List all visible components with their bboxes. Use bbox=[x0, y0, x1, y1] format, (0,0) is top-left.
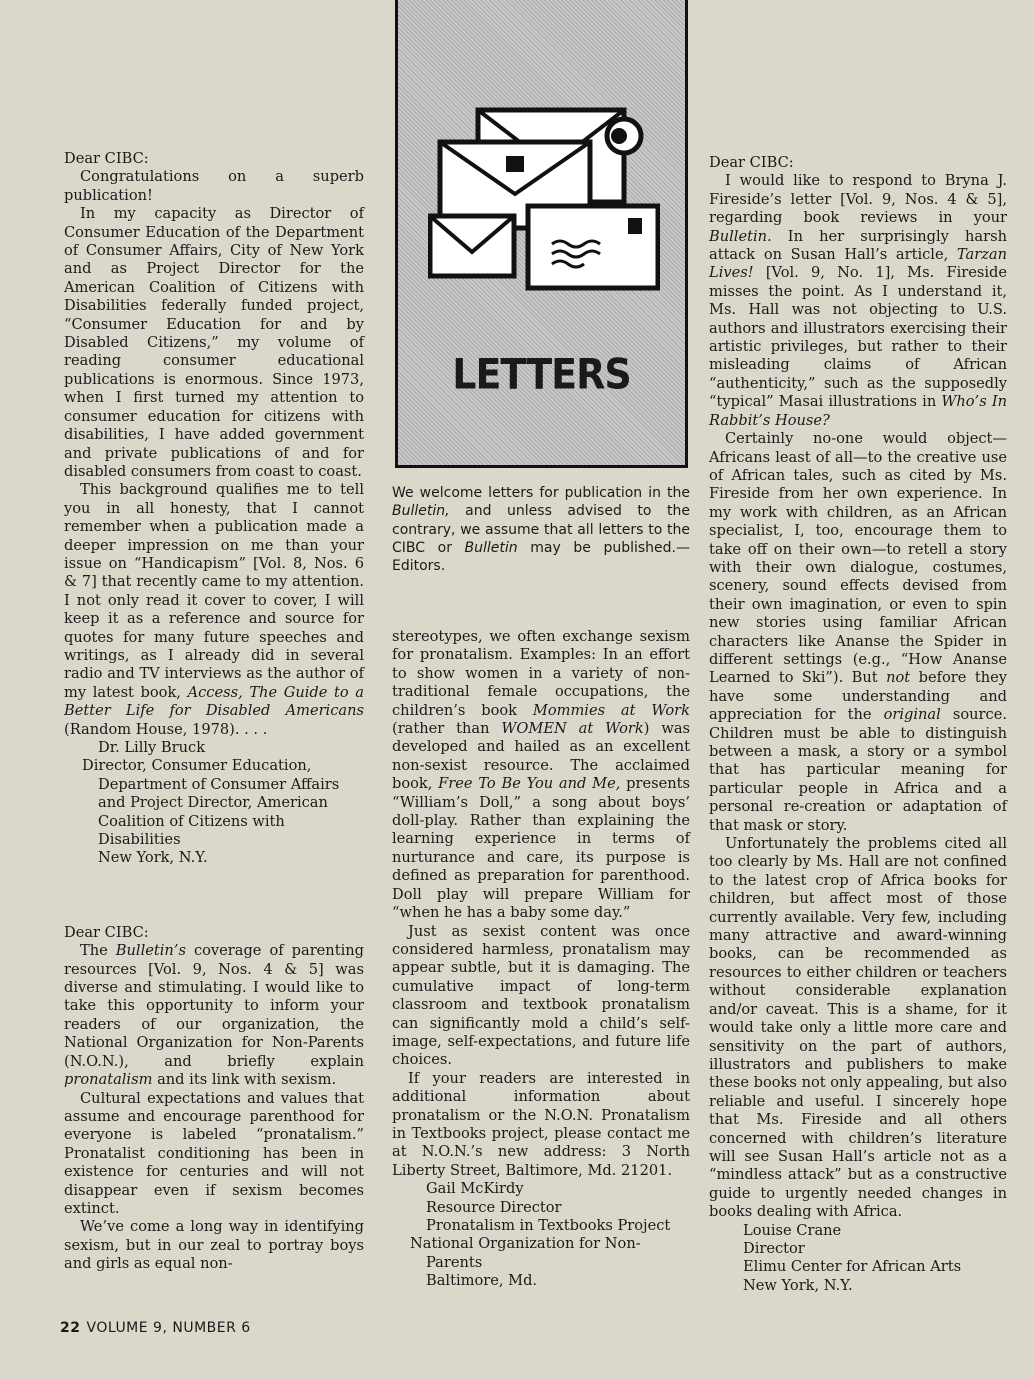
letter2-signature-place: Baltimore, Md. bbox=[426, 1272, 538, 1290]
letter3-signature-place: New York, N.Y. bbox=[743, 1276, 853, 1294]
page-footer bbox=[60, 1320, 251, 1336]
envelopes-icon bbox=[428, 96, 660, 296]
letter3-signature-title: Director bbox=[743, 1239, 805, 1257]
letters-banner bbox=[395, 0, 688, 468]
letter3-p1-book: Who’s In Rabbit’s House? bbox=[709, 393, 1007, 429]
letter2-p1-a: The bbox=[80, 942, 116, 960]
letter1-salutation: Dear CIBC: bbox=[64, 150, 149, 167]
letter2-p3-cont-a: stereotypes, we often exchange sexism for pronatalism. Examples: In an effort to show women in a variety of non-traditional female occupations, the children’s book bbox=[392, 628, 690, 719]
letter2-book-free: Free To Be You and Me, bbox=[438, 775, 621, 793]
editors-note bbox=[392, 484, 690, 575]
letter2-signature-name: Gail McKirdy bbox=[426, 1180, 524, 1198]
letter1-paragraph-3-text: This background qualifies me to tell you in all honesty, that I cannot remember when a publication made a deeper impression on me than your issue on “Handicapism” [Vol. 8, Nos. 6 & 7] that recently came to my attention. I not only read it cover to cover, I will keep it as a reference and source for quotes for many future speeches and writings, as I already did in several radio and TV interviews as the author of my latest book, bbox=[64, 481, 364, 701]
letter2-signature-org: National Organization for Non-Parents bbox=[410, 1235, 641, 1271]
letter2-signature-title: Resource Director bbox=[426, 1198, 562, 1216]
letter3-p1-bulletin: Bulletin. bbox=[709, 227, 772, 245]
letter1-paragraph-3 bbox=[64, 481, 364, 739]
issue-label: VOLUME 9, NUMBER 6 bbox=[86, 1320, 251, 1336]
letter1-paragraph-1: Congratulations on a superb publication! bbox=[64, 168, 364, 204]
letter3-paragraph-1 bbox=[709, 172, 1007, 430]
banner-title: LETTERS bbox=[452, 349, 631, 399]
letter2-paragraph-3-continued bbox=[392, 628, 690, 923]
letter3-paragraph-2 bbox=[709, 430, 1007, 835]
letter2-p1-pronatalism: pronatalism bbox=[64, 1071, 153, 1089]
letter3-p2-a: Certainly no-one would object—Africans least of all—to the creative use of African tales, such as cited by Ms. Fireside from her own experience. In my work with children, as an African specialist, I, too, encourage them to take off on their own—to retell a story with their own dialogue, costumes, scenery, sound effects devised from their own imagination, or even to spin new stories using familiar African characters like Ananse the Spider in different settings (e.g., “How Ananse Learned to Ski”). But bbox=[709, 430, 1007, 687]
letter3-p1-c: [Vol. 9, No. 1], Ms. Fireside misses the point. As I understand it, Ms. Hall was not objecting to U.S. authors and illustrators exercising their artistic privileges, but rather to their misleading claims of African “authenticity,” such as the supposedly “typical” Masai illustrations in bbox=[709, 264, 1007, 411]
letter3-p2-original: original bbox=[883, 706, 941, 724]
letter3-p2-c: source. Children must be able to distinguish between a mask, a story or a symbol that has particular meaning for particular people in Africa and a personal re-creation or adaptation of that mask or story. bbox=[709, 706, 1007, 834]
middle-column bbox=[392, 628, 690, 1291]
letter2-salutation: Dear CIBC: bbox=[64, 923, 149, 941]
letter2-book-women: WOMEN at Work bbox=[501, 720, 644, 738]
letter3-signature-org: Elimu Center for African Arts bbox=[743, 1258, 962, 1276]
letter2-paragraph-3: We’ve come a long way in identifying sexism, but in our zeal to portray boys and girls as equal non- bbox=[64, 1218, 364, 1273]
letter2-p1-bulletin: Bulletin’s bbox=[115, 942, 186, 960]
letter2-p3-cont-b: (rather than bbox=[392, 720, 502, 738]
letter3-p2-not: not bbox=[886, 669, 911, 687]
editors-note-text-1: We welcome letters for publication in the bbox=[392, 485, 690, 501]
letter1-signature-title: Director, Consumer Education, Department of Consumer Affairs and Project Director, American Coalition of Citizens with Disabilities bbox=[82, 757, 340, 849]
editors-note-bulletin-1: Bulletin, bbox=[392, 503, 450, 520]
letter3-p1-tarzan: Tarzan Lives! bbox=[709, 246, 1007, 282]
letter1-paragraph-2: In my capacity as Director of Consumer Education of the Department of Consumer Affairs, City of New York and as Project Director for the American Coalition of Citizens with Disabilities federally funded project, “Consumer Education for and by Disabled Citizens,” my volume of reading consumer educational publications is enormous. Since 1973, when I first turned my attention to consumer education for citizens with disabilities, I have added government and private publications of and for disabled consumers from coast to coast. bbox=[64, 205, 364, 480]
letter2-p1-b: coverage of parenting resources [Vol. 9, Nos. 4 & 5] was diverse and stimulating. I would like to take this opportunity to inform your readers of our organization, the National Organization for Non-Parents (N.O.N.), and briefly explain bbox=[64, 942, 364, 1070]
letter2-p1-c: and its link with sexism. bbox=[152, 1071, 337, 1089]
letter2-p3-cont-c: ) was developed and hailed as an excellent non-sexist resource. The acclaimed book, bbox=[392, 720, 691, 793]
page-number: 22 bbox=[60, 1320, 81, 1336]
letter2-book-mommies: Mommies at Work bbox=[532, 701, 690, 719]
left-column bbox=[64, 150, 364, 1274]
letter3-signature-name: Louise Crane bbox=[743, 1221, 842, 1239]
letter2-paragraph-5: If your readers are interested in additional information about pronatalism or the N.O.N. Pronatalism in Textbooks project, please contact me at N.O.N.’s new address: 3 North Liberty Street, Baltimore, Md. 21201. bbox=[392, 1069, 690, 1179]
letter3-salutation: Dear CIBC: bbox=[709, 154, 794, 171]
letter1-signature-name: Dr. Lilly Bruck bbox=[98, 739, 206, 756]
editors-note-text-2: and unless advised to the contrary, we assume that all letters to the CIBC or bbox=[392, 503, 690, 556]
letter1-paragraph-3-end: (Random House, 1978). . . . bbox=[64, 720, 268, 738]
editors-note-text-3: may be published.—Editors. bbox=[392, 539, 690, 575]
letter1-book-title: Access, The Guide to a Better Life for Disabled Americans bbox=[64, 683, 364, 720]
letter1-signature-place: New York, N.Y. bbox=[98, 849, 208, 867]
right-column bbox=[709, 154, 1007, 1295]
editors-note-bulletin-2: Bulletin bbox=[464, 539, 518, 556]
letter3-p1-a: I would like to respond to Bryna J. Fireside’s letter [Vol. 9, Nos. 4 & 5], regarding book reviews in your bbox=[709, 172, 1007, 227]
letter3-paragraph-3: Unfortunately the problems cited all too clearly by Ms. Hall are not confined to the latest crop of Africa books for children, but affect most of those currently available. Very few, including many attractive and award-winning books, can be recommended as resources to either children or teachers without considerable explanation and/or caveat. This is a shame, for it would take only a little more care and sensitivity on the part of authors, illustrators and publishers to make these books not only appealing, but also reliable and useful. I sincerely hope that Ms. Fireside and all others concerned with children’s literature will see Susan Hall’s article not as a “mindless attack” but as a constructive guide to urgently needed changes in books dealing with Africa. bbox=[709, 835, 1007, 1221]
letter3-p2-b: before they have some understanding and appreciation for the bbox=[709, 669, 1007, 724]
letter2-paragraph-2: Cultural expectations and values that assume and encourage parenthood for everyone is labeled “pronatalism.” Pronatalist conditioning has been in existence for centuries and will not disappear even if sexism becomes extinct. bbox=[64, 1089, 364, 1217]
letter2-paragraph-4: Just as sexist content was once considered harmless, pronatalism may appear subtle, but it is damaging. The cumulative impact of long-term classroom and textbook pronatalism can significantly mold a child’s self-image, self-expectations, and future life choices. bbox=[392, 922, 690, 1069]
letter2-signature-project: Pronatalism in Textbooks Project bbox=[426, 1217, 671, 1234]
letter3-p1-b: In her surprisingly harsh attack on Susan Hall’s article, bbox=[709, 227, 1007, 264]
letter2-paragraph-1 bbox=[64, 942, 364, 1089]
letter2-p3-cont-d: presents “William’s Doll,” a song about boys’ doll-play. Rather than explaining the learning experience in terms of nurturance and care, its purpose is defined as preparation for parenthood. Doll play will prepare William for “when he has a baby some day.” bbox=[392, 775, 690, 922]
